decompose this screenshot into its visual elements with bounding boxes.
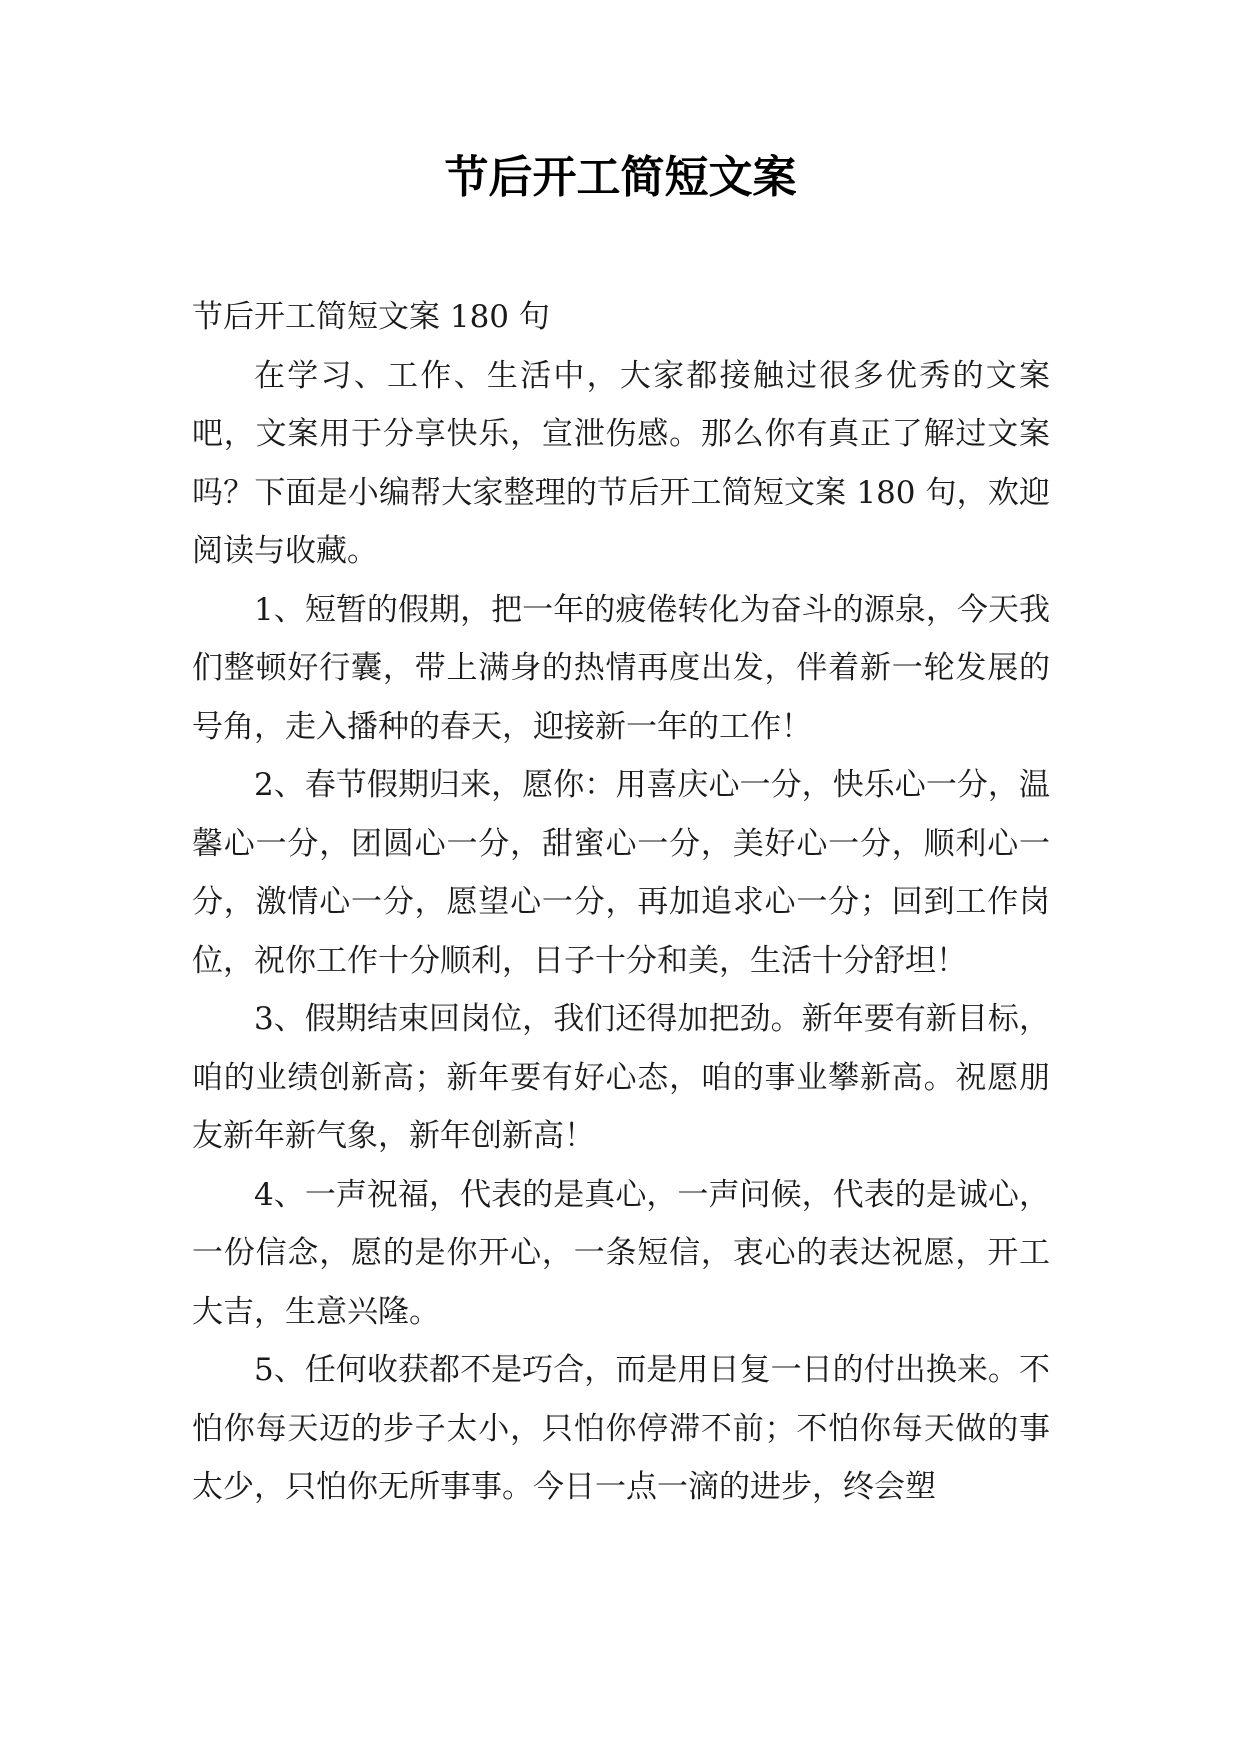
paragraph-item-3: 3、假期结束回岗位，我们还得加把劲。新年要有新目标，咱的业绩创新高；新年要有好心态，咱的事业攀新高。祝愿朋友新年新气象，新年创新高！ [192, 1001, 1050, 1154]
paragraph-item-4: 4、一声祝福，代表的是真心，一声问候，代表的是诚心，一份信念，愿的是你开心，一条短信，衷心的表达祝愿，开工大吉，生意兴隆。 [192, 1176, 1050, 1330]
document-subtitle: 节后开工简短文案 180 句 [192, 299, 550, 335]
document-title: 节后开工简短文案 [444, 152, 797, 203]
paragraph-item-1: 1、短暂的假期，把一年的疲倦转化为奋斗的源泉，今天我们整顿好行囊，带上满身的热情再度出发，伴着新一轮发展的号角，走入播种的春天，迎接新一年的工作！ [192, 591, 1050, 745]
intro-paragraph: 在学习、工作、生活中，大家都接触过很多优秀的文案吧，文案用于分享快乐，宣泄伤感。那么你有真正了解过文案吗？下面是小编帮大家整理的节后开工简短文案 180 句，欢迎阅读与收藏。 [192, 357, 1050, 569]
paragraph-item-5: 5、任何收获都不是巧合，而是用日复一日的付出换来。不怕你每天迈的步子太小，只怕你停滞不前；不怕你每天做的事太少，只怕你无所事事。今日一点一滴的进步，终会塑 [192, 1352, 1050, 1505]
document-body [192, 288, 1050, 1517]
paragraph-item-2: 2、春节假期归来，愿你：用喜庆心一分，快乐心一分，温馨心一分，团圆心一分，甜蜜心一分，美好心一分，顺利心一分，激情心一分，愿望心一分，再加追求心一分；回到工作岗位，祝你工作十分顺利，日子十分和美，生活十分舒坦！ [192, 767, 1050, 979]
